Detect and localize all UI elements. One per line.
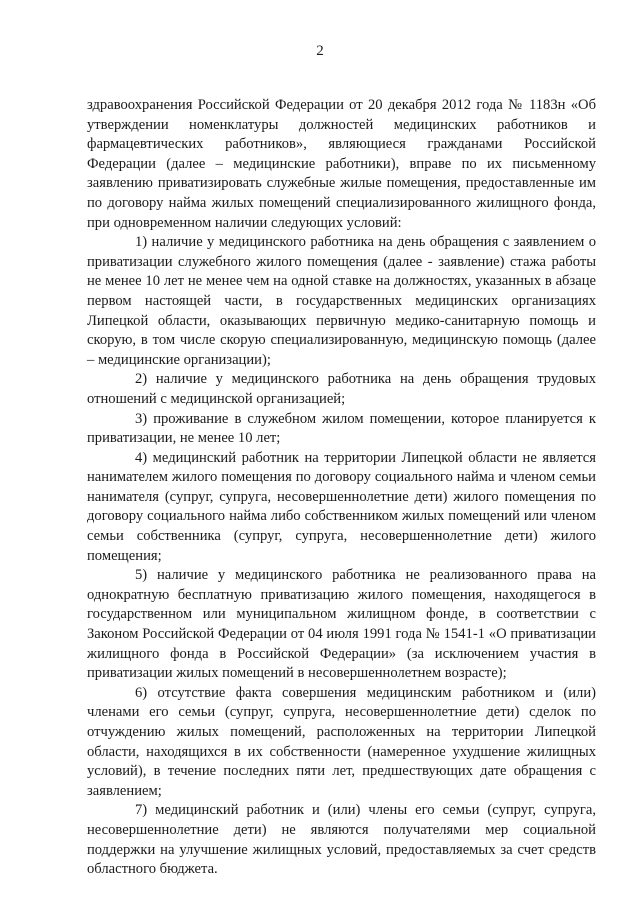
paragraph-condition-5: 5) наличие у медицинского работника не реализованного права на однократную бесплатную приватизацию жилого помещения, находящегося в государственном или муниципальном жилищном фонде, в соответствии с Законом Российской Федерации от 04 июля 1991 года № 1541-1 «О приватизации жилищного фонда в Российской Федерации» (за исключением участия в приватизации жилых помещений в несовершеннолетнем возрасте); [87,567,596,682]
paragraph-condition-1: 1) наличие у медицинского работника на день обращения с заявлением о приватизации служебного жилого помещения (далее - заявление) стажа работы не менее 10 лет не менее чем на одной ставке на должностях, указанных в абзаце первом настоящей части, в государственных медицинских организациях Липецкой области, оказывающих первичную медико-санитарную помощь и скорую, в том числе скорую специализированную, медицинскую помощь (далее – медицинские организации); [87,234,596,368]
paragraph-condition-4: 4) медицинский работник на территории Липецкой области не является нанимателем жилого помещения по договору социального найма и членом семьи нанимателя (супруг, супруга, несовершеннолетние дети) жилого помещения по договору социального найма либо собственником жилых помещений или членом семьи собственника (супруг, супруга, несовершеннолетние дети) жилого помещения; [87,449,596,564]
paragraph-condition-3: 3) проживание в служебном жилом помещении, которое планируется к приватизации, не менее 10 лет; [87,410,596,447]
paragraph-intro-continuation: здравоохранения Российской Федерации от 20 декабря 2012 года № 1183н «Об утверждении номенклатуры должностей медицинских работников и фармацевтических работников», являющиеся гражданами Российской Федерации (далее – медицинские работники), вправе по их письменному заявлению приватизировать служебные жилые помещения, предоставленные им по договору найма жилых помещений специализированного жилищного фонда, при одновременном наличии следующих условий: [87,97,596,231]
paragraph-condition-6: 6) отсутствие факта совершения медицинским работником и (или) членами его семьи (супруг, супруга, несовершеннолетние дети) сделок по отчуждению жилых помещений, расположенных на территории Липецкой области, находящихся в их собственности (намеренное ухудшение жилищных условий), в течение последних пяти лет, предшествующих дате обращения с заявлением; [87,684,596,799]
paragraph-condition-2: 2) наличие у медицинского работника на день обращения трудовых отношений с медицинской организацией; [87,371,596,407]
document-body [87,96,596,880]
page-number: 2 [316,43,324,59]
paragraph-condition-7: 7) медицинский работник и (или) члены его семьи (супруг, супруга, несовершеннолетние дети) не являются получателями мер социальной поддержки на улучшение жилищных условий, предоставляемых за счет средств областного бюджета. [87,802,596,878]
